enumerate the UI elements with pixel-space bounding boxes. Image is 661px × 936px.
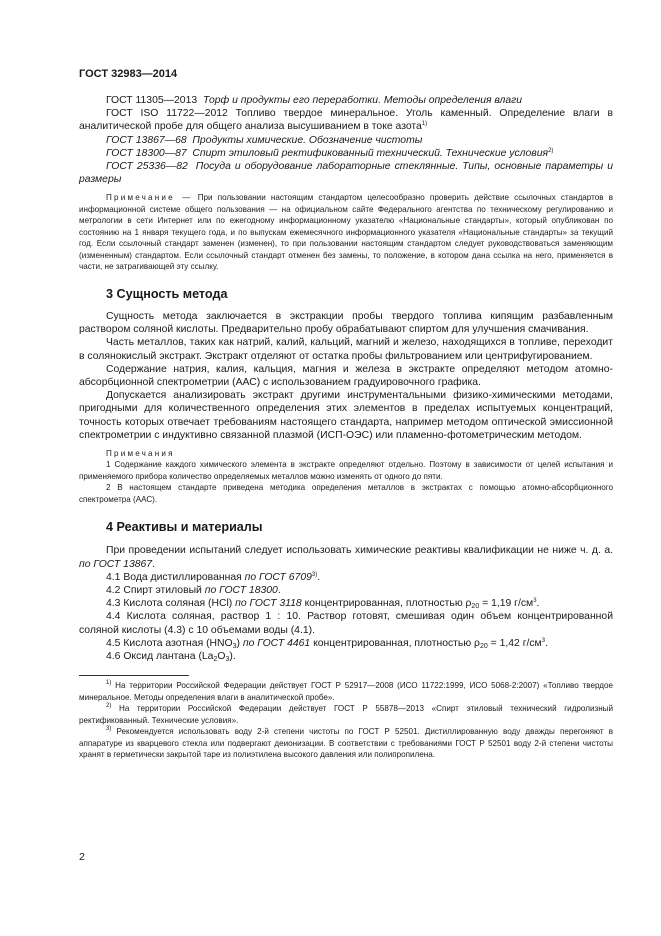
list-item: 4.2 Спирт этиловый по ГОСТ 18300. <box>106 585 281 597</box>
reference-item: ГОСТ 18300—87 Спирт этиловый ректификованный технический. Технические условия$^{2)}$ <box>106 147 554 159</box>
reference-item: ГОСТ 11305—2013 Торф и продукты его переработки. Методы определения влаги <box>106 95 523 106</box>
note-item: 1 Содержание каждого химического элемента в экстракте определяют отдельно. Поэтому в зависимости от целей испытания и применяемого прибора количество определяемых металлов можно изменять от одного до пяти. <box>79 460 613 481</box>
note-label: Примечание — <box>106 193 193 203</box>
list-item: 4.1 Вода дистиллированная по ГОСТ 6709$^{3)}$. <box>106 571 321 583</box>
notes-label: Примечания <box>106 448 175 458</box>
note-item: 2 В настоящем стандарте приведена методика определения металлов в экстрактах с помощью атомно-абсорбционного спектрометра (ААС). <box>79 483 613 504</box>
normative-references <box>79 94 613 186</box>
reference-note <box>79 192 613 273</box>
reference-item: ГОСТ 25336—82 Посуда и оборудование лабораторные стеклянные. Типы, основные параметры и размеры <box>79 161 614 186</box>
list-item: 4.6 Оксид лантана $(La_2O_3)$. <box>106 651 236 664</box>
paragraph: Часть металлов, таких как натрий, калий, кальций, магний и железо, находящихся в топливе, переходит в солянокислый экстракт. Экстракт отделяют от остатка пробы фильтрованием или центрифугированием. <box>79 337 613 362</box>
page-content <box>79 94 613 761</box>
paragraph: При проведении испытаний следует использовать химические реактивы квалификации не ниже ч. д. а. по ГОСТ 13867. <box>79 545 613 570</box>
footnote-separator <box>79 675 189 676</box>
section-heading-4: 4 Реактивы и материалы <box>106 520 263 535</box>
paragraph: Содержание натрия, калия, кальция, магния и железа в экстракте определяют методом атомно-абсорбционной спектрометрии (ААС) с использованием градуировочного графика. <box>79 363 613 388</box>
list-item: 4.4 Кислота соляная, раствор 1 : 10. Раствор готовят, смешивая один объем концентрированной соляной кислоты (4.3) с 10 объемами воды (4.1). <box>79 611 614 636</box>
section-3-notes <box>79 448 613 506</box>
section-heading-3: 3 Сущность метода <box>106 286 228 301</box>
section-4-body <box>79 544 613 663</box>
paragraph: Допускается анализировать экстракт другими инструментальными физико-химическими методами, пригодными для количественного определения этих элементов в пределах испытуемых концентраций, точность которых отвечает требованиям настоящего стандарта, например методом оптической эмиссионной спектрометрии с индуктивно связанной плазмой (ИСП-ОЭС) или пламенно-фотометрическим методом. <box>79 390 613 441</box>
reference-item: ГОСТ 13867—68 Продукты химические. Обозначение чистоты <box>106 134 423 146</box>
paragraph: Сущность метода заключается в экстракции пробы твердого топлива кипящим разбавленным раствором соляной кислоты. Предварительно пробу обрабатывают спиртом для улучшения смачивания. <box>79 310 613 336</box>
page-number: 2 <box>79 851 85 863</box>
footnote: $^{2)}$ На территории Российской Федерации действует ГОСТ Р 55878—2013 «Спирт этиловый технический гидролизный ректификованный. Технические условия». <box>79 703 613 725</box>
section-3-body <box>79 310 613 506</box>
list-item: 4.3 Кислота соляная (HCl) по ГОСТ 3118 концентрированная, плотностью $\rho_{20} = 1,19$ $г/см^3$. <box>106 598 540 611</box>
footnote: $^{1)}$ На территории Российской Федерации действует ГОСТ Р 52917—2008 (ИСО 11722:1999, ИСО 5068-2:2007) «Топливо твердое минеральное. Методы определения влаги в аналитической пробе». <box>79 680 613 702</box>
reference-item: ГОСТ ISO 11722—2012 Топливо твердое минеральное. Уголь каменный. Определение влаги в аналитической пробе для общего анализа высушиванием в токе азота$^{1)}$ <box>79 108 614 133</box>
footnote: $^{3)}$ Рекомендуется использовать воду 2-й степени чистоты по ГОСТ Р 52501. Дистиллированную воду дважды перегоняют в аппаратуре из кварцевого стекла или подвергают деионизации. В соответствии с требованиями ГОСТ Р 52501 воду 2-й степени чистоты хранят в герметически закрытой таре из полиэтилена высокого давления или полипропилена. <box>79 726 613 760</box>
list-item: 4.5 Кислота азотная $(HNO_3)$ по ГОСТ 4461 концентрированная, плотностью $\rho_{20} = 1,42$ $г/см^3$. <box>106 637 548 650</box>
document-header: ГОСТ 32983—2014 <box>79 68 178 80</box>
note-text: При пользовании настоящим стандартом целесообразно проверить действие ссылочных стандартов в информационной системе общего пользования — на официальном сайте Федерального агентства по техническому регулированию и метрологии в сети Интернет или по ежегодному информационному указателю «Национальные стандарты», который опубликован по состоянию на 1 января текущего года, и по выпускам ежемесячного информационного указателя «Национальные стандарты» за текущий год. Если ссылочный стандарт заменен (изменен), то при пользовании настоящим стандартом следует руководствоваться заменяющим (измененным) стандартом. Если ссылочный стандарт отменен без замены, то положение, в котором дана ссылка на него, применяется в части, не затрагивающей эту ссылку. <box>79 193 614 272</box>
footnotes <box>79 680 613 761</box>
